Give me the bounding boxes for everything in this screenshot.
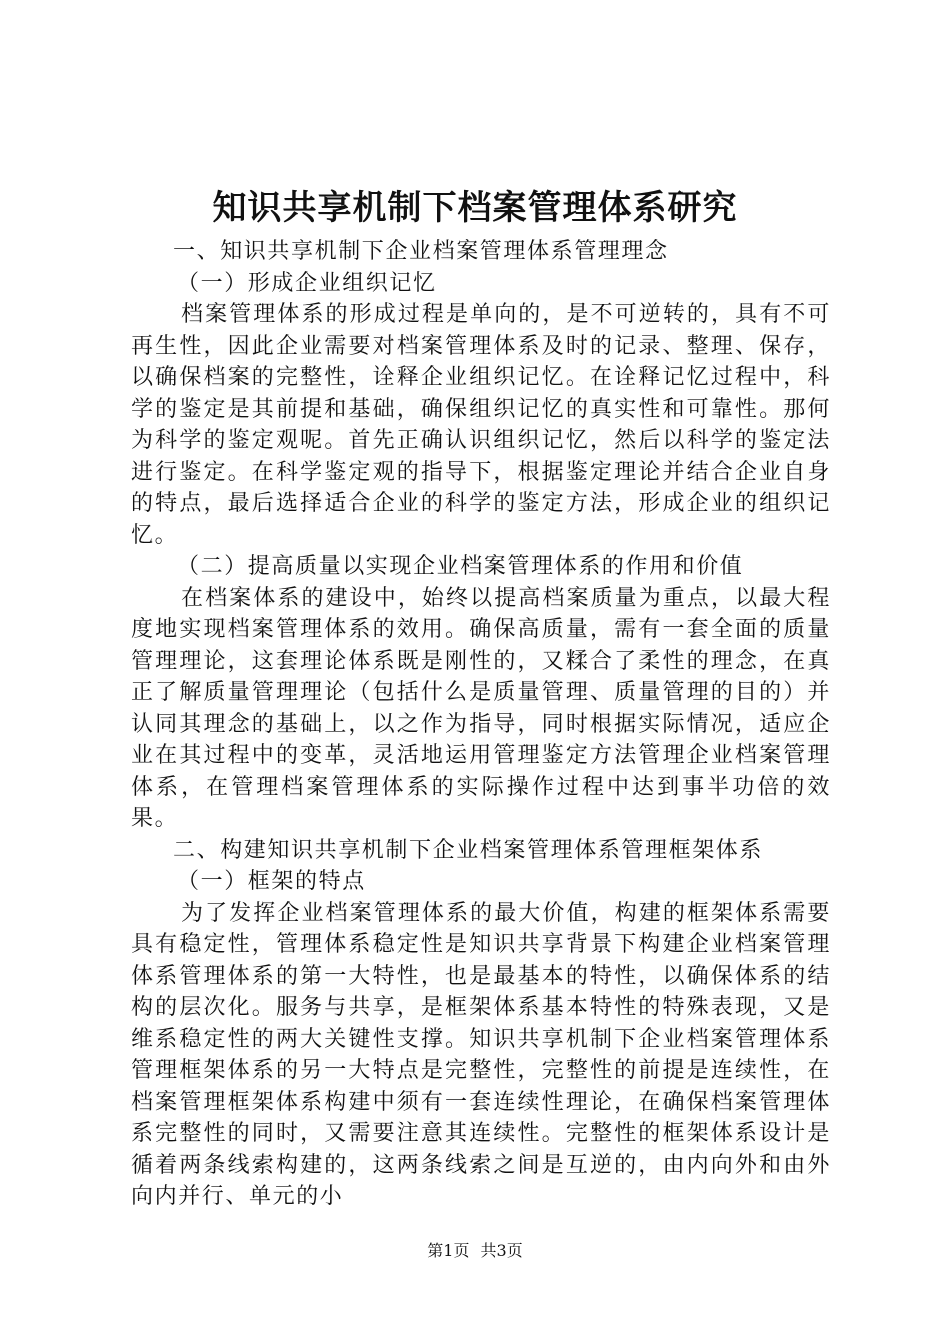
subsection-heading-1-2: （二）提高质量以实现企业档案管理体系的作用和价值 <box>177 554 744 579</box>
document-body <box>131 236 831 1213</box>
subsection-heading-2-1: （一）框架的特点 <box>177 869 366 894</box>
page-number: 第1页 <box>427 1241 470 1260</box>
document-title: 知识共享机制下档案管理体系研究 <box>212 188 738 228</box>
paragraph-2: 在档案体系的建设中，始终以提高档案质量为重点，以最大程度地实现档案管理体系的效用。确保高质量，需有一套全面的质量管理理论，这套理论体系既是刚性的，又糅合了柔性的理念，在真正了解质量管理理论（包括什么是质量管理、质量管理的目的）并认同其理念的基础上，以之作为指导，同时根据实际情况，适应企业在其过程中的变革，灵活地运用管理鉴定方法管理企业档案管理体系，在管理档案管理体系的实际操作过程中达到事半功倍的效果。 <box>131 585 831 831</box>
paragraph-3: 为了发挥企业档案管理体系的最大价值，构建的框架体系需要具有稳定性，管理体系稳定性是知识共享背景下构建企业档案管理体系管理体系的第一大特性，也是最基本的特性，以确保体系的结构的层次化。服务与共享，是框架体系基本特性的特殊表现，又是维系稳定性的两大关键性支撑。知识共享机制下企业档案管理体系管理框架体系的另一大特点是完整性，完整性的前提是连续性，在档案管理框架体系构建中须有一套连续性理论，在确保档案管理体系完整性的同时，又需要注意其连续性。完整性的框架体系设计是循着两条线索构建的，这两条线索之间是互逆的，由内向外和由外向内并行、单元的小 <box>131 900 831 1209</box>
section-heading-1: 一、知识共享机制下企业档案管理体系管理理念 <box>173 239 669 264</box>
subsection-heading-1-1: （一）形成企业组织记忆 <box>177 270 437 296</box>
page-footer <box>0 1240 950 1262</box>
section-heading-2: 二、构建知识共享机制下企业档案管理体系管理框架体系 <box>173 837 764 863</box>
page-total: 共3页 <box>480 1241 523 1260</box>
paragraph-1: 档案管理体系的形成过程是单向的，是不可逆转的，具有不可再生性，因此企业需要对档案管理体系及时的记录、整理、保存，以确保档案的完整性，诠释企业组织记忆。在诠释记忆过程中，科学的鉴定是其前提和基础，确保组织记忆的真实性和可靠性。那何为科学的鉴定观呢。首先正确认识组织记忆，然后以科学的鉴定法进行鉴定。在科学鉴定观的指导下，根据鉴定理论并结合企业自身的特点，最后选择适合企业的科学的鉴定方法，形成企业的组织记忆。 <box>131 302 831 548</box>
